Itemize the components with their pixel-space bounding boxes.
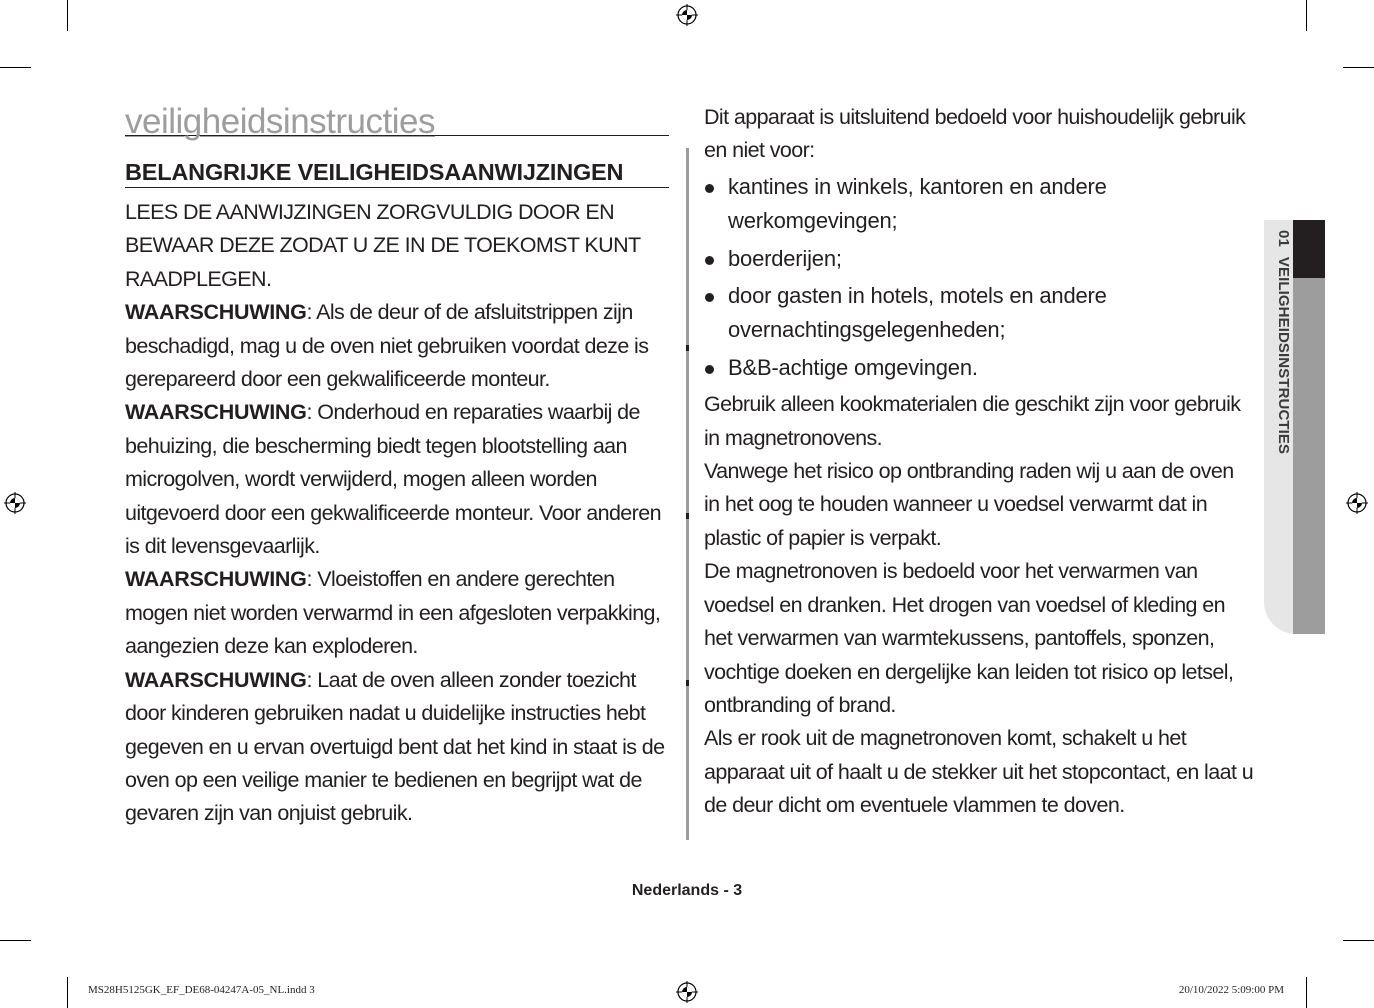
chapter-title: VEILIGHEIDSINSTRUCTIES <box>1275 256 1292 455</box>
divider-dot <box>686 680 689 686</box>
registration-mark-icon <box>1346 492 1368 514</box>
subheading: BELANGRIJKE VEILIGHEIDSAANWIJZINGEN <box>125 157 669 188</box>
registration-mark-icon <box>676 981 698 1003</box>
registration-mark-icon <box>4 492 26 514</box>
paragraph: Gebruik alleen kookmaterialen die geschikt zijn voor gebruik in magnetronovens. <box>704 392 1241 450</box>
warning-label: WAARSCHUWING <box>125 567 307 592</box>
usage-exclusion-list <box>704 170 1254 385</box>
chapter-number: 01 <box>1275 230 1292 247</box>
chapter-tab-label <box>1268 230 1292 454</box>
bullet-icon <box>705 256 714 265</box>
warning-text: : Vloeistoffen en andere gerechten mogen niet worden verwarmd in een afgesloten verpakking, aangezien deze kan exploderen. <box>125 567 661 659</box>
list-item <box>704 242 1254 276</box>
crop-mark <box>1343 67 1374 68</box>
crop-mark <box>0 940 31 941</box>
list-item <box>704 170 1254 239</box>
crop-mark <box>1306 977 1307 1008</box>
chapter-tab-bar <box>1293 278 1325 634</box>
list-item <box>704 351 1254 385</box>
right-intro: Dit apparaat is uitsluitend bedoeld voor huishoudelijk gebruik en niet voor: <box>704 105 1246 163</box>
registration-mark-icon <box>676 4 698 26</box>
list-item-text: B&B-achtige omgevingen. <box>728 354 978 380</box>
bullet-icon <box>705 365 714 374</box>
print-timestamp: 20/10/2022 5:09:00 PM <box>1178 984 1284 996</box>
paragraph: Vanwege het risico op ontbranding raden wij u aan de oven in het oog te houden wanneer u voedsel verwarmt dat in plastic of papier is verpakt. <box>704 459 1234 550</box>
warning-text: : Onderhoud en reparaties waarbij de behuizing, die bescherming biedt tegen blootstelling aan microgolven, wordt verwijderd, mogen alleen worden uitgevoerd door een gekwalificeerde monteur. Voor anderen is dit levensgevaarlijk. <box>125 400 661 559</box>
warning-label: WAARSCHUWING <box>125 667 307 692</box>
list-item-text: door gasten in hotels, motels en andere overnachtingsgelegenheden; <box>728 283 1107 343</box>
list-item-text: kantines in winkels, kantoren en andere werkomgevingen; <box>728 173 1107 234</box>
list-item-text: boerderijen; <box>728 245 842 271</box>
crop-mark <box>1306 0 1307 31</box>
intro-caps: LEES DE AANWIJZINGEN ZORGVULDIG DOOR EN BEWAAR DEZE ZODAT U ZE IN DE TOEKOMST KUNT RAADPLEGEN. <box>125 200 641 291</box>
divider-dot <box>686 345 689 351</box>
warning-text: : Als de deur of de afsluitstrippen zijn beschadigd, mag u de oven niet gebruiken voordat deze is gerepareerd door een gekwalificeerde monteur. <box>125 300 649 392</box>
warning-paragraph <box>125 563 669 663</box>
bullet-icon <box>705 293 714 302</box>
list-item <box>704 279 1254 348</box>
warning-label: WAARSCHUWING <box>125 300 307 325</box>
warning-paragraph <box>125 396 669 563</box>
file-slug: MS28H5125GK_EF_DE68-04247A-05_NL.indd 3 <box>88 984 315 996</box>
warning-paragraph <box>125 296 669 396</box>
page-number: Nederlands - 3 <box>631 882 743 899</box>
crop-mark <box>1343 940 1374 941</box>
crop-mark <box>67 977 68 1008</box>
bullet-icon <box>705 184 714 193</box>
column-divider <box>686 148 689 840</box>
section-title: veiligheidsinstructies <box>125 102 435 141</box>
left-body <box>125 196 669 831</box>
paragraph: Als er rook uit de magnetronoven komt, schakelt u het apparaat uit of haalt u de stekker uit het stopcontact, en laat u de deur dicht om eventuele vlammen te doven. <box>704 726 1254 818</box>
right-column <box>704 101 1254 823</box>
crop-mark <box>67 0 68 31</box>
warning-text: : Laat de oven alleen zonder toezicht door kinderen gebruiken nadat u duidelijke instructies hebt gegeven en u ervan overtuigd bent dat het kind in staat is de oven op een veilige manier te bedienen en begrijpt wat de gevaren zijn van onjuist gebruik. <box>125 667 665 826</box>
crop-mark <box>0 67 31 68</box>
left-column <box>125 100 669 831</box>
warning-paragraph <box>125 664 669 831</box>
paragraph: De magnetronoven is bedoeld voor het verwarmen van voedsel en dranken. Het drogen van voedsel of kleding en het verwarmen van warmtekussens, pantoffels, sponzen, vochtige doeken en dergelijke kan leiden tot risico op letsel, ontbranding of brand. <box>704 559 1234 717</box>
chapter-tab-marker <box>1293 220 1325 278</box>
warning-label: WAARSCHUWING <box>125 400 307 425</box>
divider-dot <box>686 513 689 519</box>
